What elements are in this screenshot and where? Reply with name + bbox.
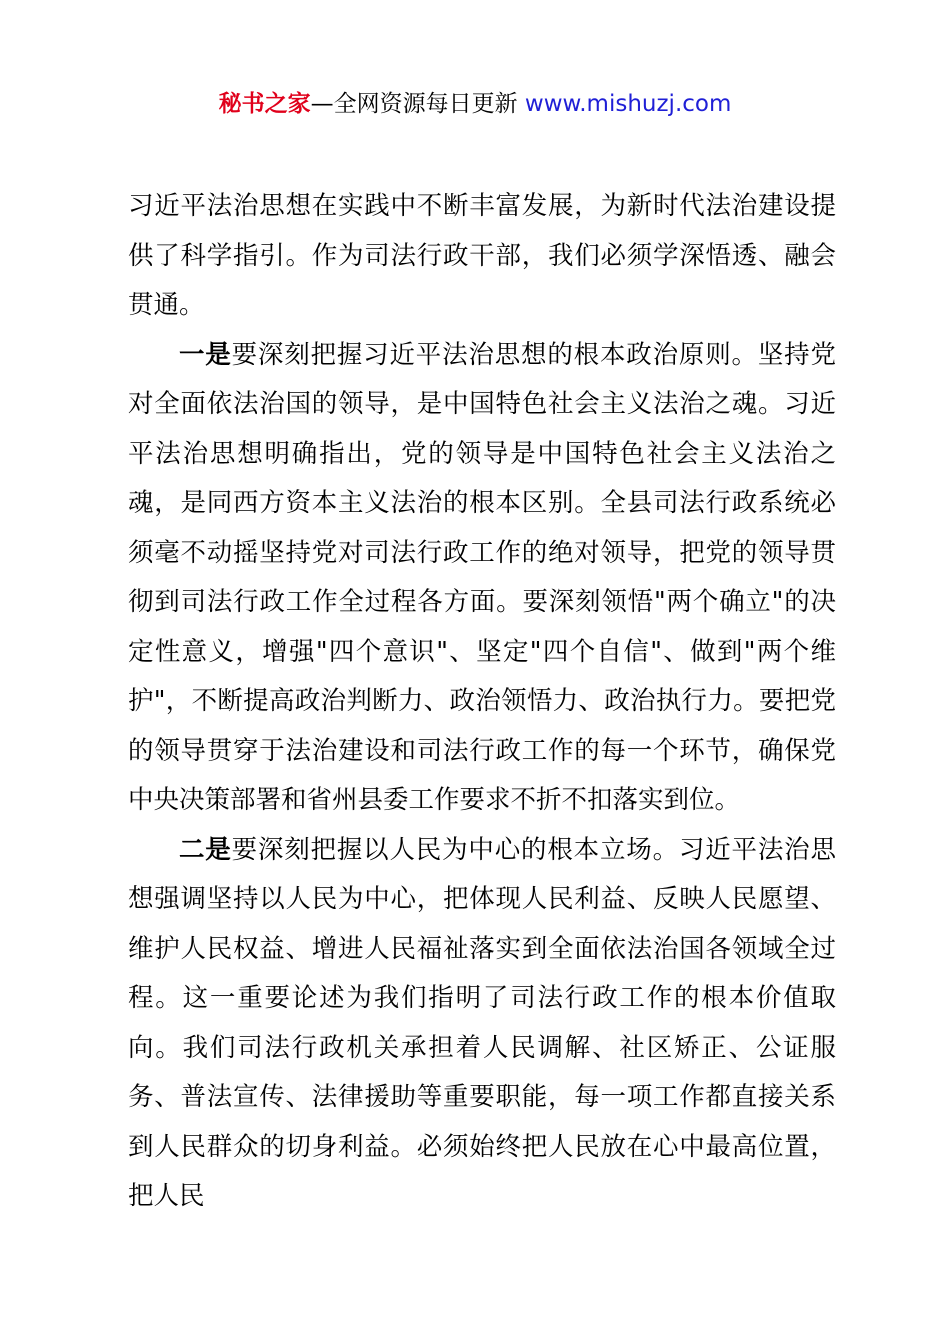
paragraph-intro — [128, 182, 836, 331]
document-body — [128, 182, 836, 1222]
paragraph-point-two — [128, 826, 836, 1222]
header-url-link[interactable]: www.mishuzj.com — [524, 91, 732, 117]
header-slogan: —全网资源每日更新 — [310, 91, 525, 117]
paragraph-text: 习近平法治思想在实践中不断丰富发展，为新时代法治建设提供了科学指引。作为司法行政干部，我们必须学深悟透、融会贯通。 — [128, 191, 836, 320]
paragraph-text: 要深刻把握以人民为中心的根本立场。习近平法治思想强调坚持以人民为中心，把体现人民利益、反映人民愿望、维护人民权益、增进人民福祉落实到全面依法治国各领域全过程。这一重要论述为我们指明了司法行政工作的根本价值取向。我们司法行政机关承担着人民调解、社区矫正、公证服务、普法宣传、法律援助等重要职能，每一项工作都直接关系到人民群众的切身利益。必须始终把人民放在心中最高位置，把人民 — [128, 834, 836, 1211]
paragraph-text: 要深刻把握习近平法治思想的根本政治原则。坚持党对全面依法治国的领导，是中国特色社会主义法治之魂。习近平法治思想明确指出，党的领导是中国特色社会主义法治之魂，是同西方资本主义法治的根本区别。全县司法行政系统必须毫不动摇坚持党对司法行政工作的绝对领导，把党的领导贯彻到司法行政工作全过程各方面。要深刻领悟"两个确立"的决定性意义，增强"四个意识"、坚定"四个自信"、做到"两个维护"，不断提高政治判断力、政治领悟力、政治执行力。要把党的领导贯穿于法治建设和司法行政工作的每一个环节，确保党中央决策部署和省州县委工作要求不折不扣落实到位。 — [128, 339, 836, 815]
page-header — [0, 88, 950, 120]
paragraph-lead: 二是 — [179, 834, 232, 865]
paragraph-point-one — [128, 331, 836, 826]
paragraph-lead: 一是 — [179, 339, 232, 370]
header-brand: 秘书之家 — [218, 91, 311, 117]
